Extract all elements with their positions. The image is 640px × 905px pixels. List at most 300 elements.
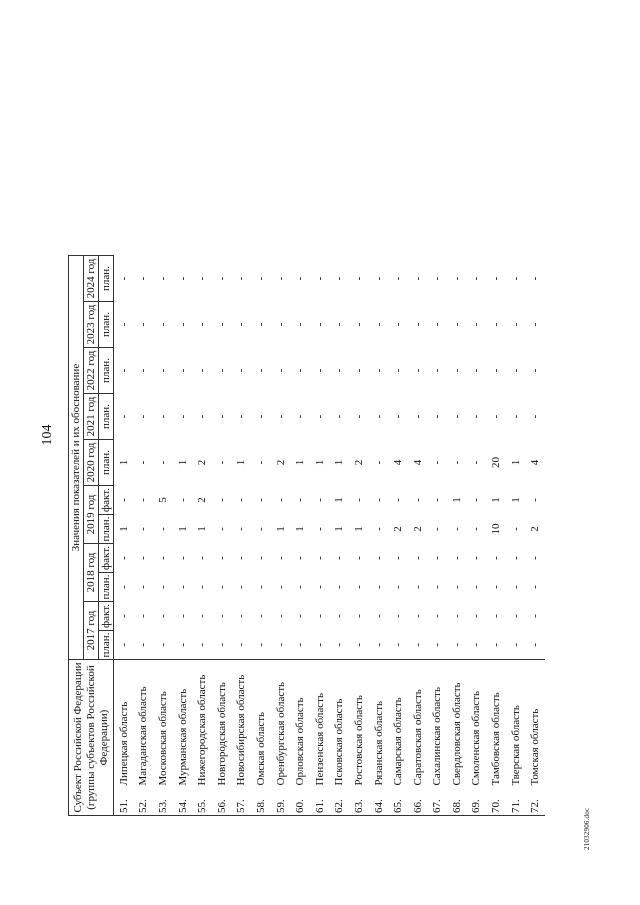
row-number: 57. bbox=[232, 792, 252, 816]
value-cell: - bbox=[176, 642, 189, 647]
region-name: Свердловская область bbox=[447, 660, 467, 792]
value-cell: - bbox=[196, 614, 209, 618]
value-cell: - bbox=[392, 414, 405, 419]
value-cell: - bbox=[450, 322, 463, 327]
value-cell: - bbox=[176, 498, 189, 502]
value-cell: - bbox=[470, 556, 483, 560]
value-cell: - bbox=[294, 368, 307, 373]
value-cell: - bbox=[509, 414, 522, 419]
value-cell: - bbox=[313, 614, 326, 618]
value-cell: - bbox=[215, 614, 228, 618]
region-name: Мурманская область bbox=[173, 660, 193, 792]
value-cell: - bbox=[431, 585, 444, 589]
value-cell: 2 bbox=[196, 459, 209, 466]
value-cell: - bbox=[176, 276, 189, 281]
value-cell: 1 bbox=[235, 459, 248, 466]
value-cell: - bbox=[529, 642, 542, 647]
value-cell: - bbox=[431, 276, 444, 281]
value-cell: - bbox=[470, 614, 483, 618]
value-cell: - bbox=[274, 414, 287, 419]
table-row bbox=[369, 256, 389, 816]
value-cell: - bbox=[274, 498, 287, 502]
value-cell: - bbox=[372, 527, 385, 531]
value-cell: - bbox=[235, 276, 248, 281]
value-cell: - bbox=[392, 368, 405, 373]
value-cell: - bbox=[450, 642, 463, 647]
value-cell: - bbox=[313, 556, 326, 560]
value-cell: 1 bbox=[117, 526, 130, 532]
row-number: 56. bbox=[212, 792, 232, 816]
value-cell: - bbox=[313, 414, 326, 419]
row-number: 60. bbox=[290, 792, 310, 816]
value-cell: - bbox=[254, 498, 267, 502]
value-cell: - bbox=[352, 642, 365, 647]
value-cell: - bbox=[117, 414, 130, 419]
value-cell: - bbox=[509, 276, 522, 281]
row-number: 71. bbox=[506, 792, 526, 816]
value-cell: - bbox=[470, 642, 483, 647]
value-cell: - bbox=[156, 322, 169, 327]
value-cell: - bbox=[176, 614, 189, 618]
value-cell: - bbox=[137, 527, 150, 531]
value-cell: - bbox=[470, 276, 483, 281]
page-number: 104 bbox=[40, 424, 55, 446]
region-name: Омская область bbox=[251, 660, 271, 792]
table-row bbox=[232, 256, 252, 816]
value-cell: - bbox=[196, 368, 209, 373]
value-cell: 10 bbox=[490, 523, 503, 535]
value-cell: - bbox=[196, 556, 209, 560]
value-cell: 1 bbox=[117, 459, 130, 466]
value-cell: 2 bbox=[352, 459, 365, 466]
value-cell: 1 bbox=[509, 497, 522, 503]
table-row bbox=[388, 256, 408, 816]
value-cell: - bbox=[470, 368, 483, 373]
value-cell: - bbox=[529, 322, 542, 327]
value-cell: - bbox=[352, 556, 365, 560]
table-row bbox=[467, 256, 487, 816]
value-cell: - bbox=[274, 556, 287, 560]
value-cell: - bbox=[176, 556, 189, 560]
value-cell: - bbox=[254, 585, 267, 589]
value-cell: - bbox=[137, 460, 150, 465]
region-name: Новосибирская область bbox=[232, 660, 252, 792]
value-cell: 2 bbox=[411, 526, 424, 532]
value-cell: 1 bbox=[176, 526, 189, 532]
value-cell: - bbox=[313, 322, 326, 327]
value-cell: - bbox=[313, 527, 326, 531]
value-cell: - bbox=[509, 642, 522, 647]
region-name: Тамбовская область bbox=[486, 660, 506, 792]
table-row bbox=[153, 256, 173, 816]
value-cell: 20 bbox=[490, 457, 503, 468]
value-cell: - bbox=[333, 414, 346, 419]
value-cell: - bbox=[196, 585, 209, 589]
value-cell: - bbox=[352, 368, 365, 373]
year-header: 2024 год bbox=[84, 256, 99, 302]
value-cell: - bbox=[411, 556, 424, 560]
value-cell: - bbox=[196, 642, 209, 647]
row-number: 72. bbox=[525, 792, 545, 816]
value-cell: - bbox=[411, 642, 424, 647]
value-cell: - bbox=[294, 276, 307, 281]
value-cell: - bbox=[294, 556, 307, 560]
value-cell: - bbox=[431, 498, 444, 502]
value-cell: - bbox=[372, 322, 385, 327]
value-cell: - bbox=[372, 460, 385, 465]
value-cell: - bbox=[117, 642, 130, 647]
value-cell: - bbox=[450, 276, 463, 281]
value-cell: - bbox=[254, 556, 267, 560]
table-row bbox=[310, 256, 330, 816]
value-cell: 1 bbox=[333, 459, 346, 466]
row-number: 70. bbox=[486, 792, 506, 816]
value-cell: - bbox=[450, 556, 463, 560]
region-name: Псковская область bbox=[330, 660, 350, 792]
row-number: 59. bbox=[271, 792, 291, 816]
value-cell: - bbox=[431, 642, 444, 647]
region-name: Липецкая область bbox=[114, 660, 134, 792]
region-name: Томская область bbox=[525, 660, 545, 792]
value-cell: - bbox=[313, 276, 326, 281]
value-cell: - bbox=[274, 276, 287, 281]
value-cell: - bbox=[176, 322, 189, 327]
region-name: Сахалинская область bbox=[428, 660, 448, 792]
value-cell: - bbox=[470, 414, 483, 419]
row-number: 55. bbox=[192, 792, 212, 816]
table-row bbox=[134, 256, 154, 816]
value-cell: 2 bbox=[529, 526, 542, 532]
value-cell: - bbox=[235, 556, 248, 560]
value-cell: - bbox=[352, 614, 365, 618]
table-row bbox=[525, 256, 545, 816]
value-cell: - bbox=[509, 322, 522, 327]
value-cell: - bbox=[509, 614, 522, 618]
fact-subheader: факт. bbox=[99, 544, 114, 573]
value-cell: - bbox=[411, 414, 424, 419]
value-cell: - bbox=[450, 460, 463, 465]
value-cell: 1 bbox=[274, 526, 287, 532]
table-row bbox=[486, 256, 506, 816]
value-cell: - bbox=[490, 585, 503, 589]
value-cell: - bbox=[274, 614, 287, 618]
row-number: 69. bbox=[467, 792, 487, 816]
value-cell: - bbox=[313, 642, 326, 647]
region-name: Пензенская область bbox=[310, 660, 330, 792]
value-cell: - bbox=[215, 642, 228, 647]
value-cell: - bbox=[372, 498, 385, 502]
value-cell: - bbox=[254, 414, 267, 419]
value-cell: - bbox=[313, 585, 326, 589]
region-name: Нижегородская область bbox=[192, 660, 212, 792]
value-cell: - bbox=[509, 527, 522, 531]
value-cell: - bbox=[490, 556, 503, 560]
value-cell: - bbox=[490, 368, 503, 373]
value-cell: - bbox=[431, 460, 444, 465]
value-cell: - bbox=[352, 276, 365, 281]
value-cell: - bbox=[352, 414, 365, 419]
value-cell: - bbox=[352, 585, 365, 589]
value-cell: - bbox=[333, 276, 346, 281]
region-name: Новгородская область bbox=[212, 660, 232, 792]
value-cell: 2 bbox=[196, 497, 209, 503]
value-cell: - bbox=[392, 498, 405, 502]
fact-subheader: факт. bbox=[99, 602, 114, 631]
value-cell: - bbox=[215, 276, 228, 281]
row-number: 62. bbox=[330, 792, 350, 816]
row-number: 65. bbox=[388, 792, 408, 816]
value-cell: 4 bbox=[411, 459, 424, 466]
table-body bbox=[114, 256, 546, 816]
value-cell: - bbox=[137, 585, 150, 589]
value-cell: - bbox=[117, 276, 130, 281]
plan-subheader: план. bbox=[99, 515, 114, 544]
value-cell: 1 bbox=[333, 526, 346, 532]
value-cell: - bbox=[490, 322, 503, 327]
value-cell: - bbox=[235, 498, 248, 502]
year-header: 2020 год bbox=[84, 440, 99, 486]
value-cell: - bbox=[529, 614, 542, 618]
value-cell: - bbox=[117, 556, 130, 560]
values-header: Значения показателей и их обоснование bbox=[69, 256, 84, 660]
value-cell: 1 bbox=[490, 497, 503, 503]
table-row bbox=[330, 256, 350, 816]
year-header: 2023 год bbox=[84, 302, 99, 348]
row-number: 68. bbox=[447, 792, 467, 816]
row-number: 61. bbox=[310, 792, 330, 816]
value-cell: - bbox=[352, 322, 365, 327]
value-cell: - bbox=[333, 368, 346, 373]
value-cell: - bbox=[235, 368, 248, 373]
document-code: 21032906.doc bbox=[583, 807, 591, 850]
table-row bbox=[428, 256, 448, 816]
value-cell: 1 bbox=[294, 459, 307, 466]
value-cell: - bbox=[490, 276, 503, 281]
region-name: Саратовская область bbox=[408, 660, 428, 792]
value-cell: - bbox=[156, 414, 169, 419]
value-cell: - bbox=[529, 585, 542, 589]
value-cell: - bbox=[235, 414, 248, 419]
value-cell: - bbox=[156, 556, 169, 560]
value-cell: - bbox=[137, 614, 150, 618]
value-cell: - bbox=[450, 585, 463, 589]
value-cell: - bbox=[294, 498, 307, 502]
region-name: Магаданская область bbox=[134, 660, 154, 792]
row-number: 66. bbox=[408, 792, 428, 816]
region-name: Ростовская область bbox=[349, 660, 369, 792]
table-row bbox=[408, 256, 428, 816]
value-cell: - bbox=[294, 322, 307, 327]
value-cell: - bbox=[411, 614, 424, 618]
year-header: 2021 год bbox=[84, 394, 99, 440]
value-cell: - bbox=[431, 322, 444, 327]
value-cell: - bbox=[529, 368, 542, 373]
value-cell: - bbox=[333, 585, 346, 589]
value-cell: - bbox=[411, 585, 424, 589]
value-cell: - bbox=[235, 527, 248, 531]
value-cell: - bbox=[431, 414, 444, 419]
value-cell: - bbox=[333, 642, 346, 647]
row-number: 63. bbox=[349, 792, 369, 816]
value-cell: - bbox=[137, 414, 150, 419]
value-cell: - bbox=[470, 498, 483, 502]
value-cell: - bbox=[215, 368, 228, 373]
region-name: Самарская область bbox=[388, 660, 408, 792]
value-cell: 1 bbox=[333, 497, 346, 503]
value-cell: - bbox=[235, 322, 248, 327]
table-row bbox=[290, 256, 310, 816]
value-cell: - bbox=[392, 642, 405, 647]
value-cell: - bbox=[137, 556, 150, 560]
value-cell: - bbox=[235, 585, 248, 589]
plan-subheader: план. bbox=[99, 256, 114, 302]
table-row bbox=[447, 256, 467, 816]
value-cell: - bbox=[431, 368, 444, 373]
value-cell: - bbox=[372, 642, 385, 647]
row-number: 64. bbox=[369, 792, 389, 816]
value-cell: 2 bbox=[274, 459, 287, 466]
indicators-table bbox=[68, 255, 545, 816]
value-cell: - bbox=[176, 414, 189, 419]
value-cell: - bbox=[254, 614, 267, 618]
value-cell: 4 bbox=[529, 459, 542, 466]
value-cell: - bbox=[431, 614, 444, 618]
value-cell: - bbox=[431, 556, 444, 560]
value-cell: - bbox=[274, 585, 287, 589]
fact-subheader: факт. bbox=[99, 486, 114, 515]
value-cell: - bbox=[254, 527, 267, 531]
table-row bbox=[212, 256, 232, 816]
plan-subheader: план. bbox=[99, 440, 114, 486]
row-number: 58. bbox=[251, 792, 271, 816]
value-cell: - bbox=[470, 322, 483, 327]
value-cell: - bbox=[117, 614, 130, 618]
value-cell: 4 bbox=[392, 459, 405, 466]
value-cell: 2 bbox=[392, 526, 405, 532]
value-cell: 1 bbox=[352, 526, 365, 532]
table-row bbox=[173, 256, 193, 816]
plan-subheader: план. bbox=[99, 348, 114, 394]
year-header: 2022 год bbox=[84, 348, 99, 394]
table-row bbox=[506, 256, 526, 816]
value-cell: - bbox=[235, 614, 248, 618]
value-cell: - bbox=[137, 642, 150, 647]
value-cell: - bbox=[156, 642, 169, 647]
value-cell: - bbox=[274, 642, 287, 647]
value-cell: - bbox=[137, 498, 150, 502]
value-cell: 1 bbox=[450, 497, 463, 503]
value-cell: - bbox=[490, 642, 503, 647]
value-cell: - bbox=[196, 322, 209, 327]
value-cell: 1 bbox=[313, 459, 326, 466]
value-cell: - bbox=[294, 414, 307, 419]
value-cell: - bbox=[156, 368, 169, 373]
row-number: 52. bbox=[134, 792, 154, 816]
row-number: 67. bbox=[428, 792, 448, 816]
value-cell: - bbox=[254, 368, 267, 373]
value-cell: - bbox=[313, 368, 326, 373]
value-cell: - bbox=[137, 368, 150, 373]
region-name: Оренбургская область bbox=[271, 660, 291, 792]
row-number: 54. bbox=[173, 792, 193, 816]
value-cell: - bbox=[352, 498, 365, 502]
value-cell: - bbox=[509, 585, 522, 589]
table-row bbox=[251, 256, 271, 816]
region-name: Московская область bbox=[153, 660, 173, 792]
value-cell: - bbox=[470, 460, 483, 465]
value-cell: 1 bbox=[509, 459, 522, 466]
value-cell: - bbox=[117, 498, 130, 502]
year-header: 2018 год bbox=[84, 544, 99, 602]
year-header: 2017 год bbox=[84, 602, 99, 660]
value-cell: - bbox=[215, 556, 228, 560]
value-cell: - bbox=[509, 368, 522, 373]
value-cell: - bbox=[392, 556, 405, 560]
value-cell: - bbox=[274, 322, 287, 327]
value-cell: - bbox=[529, 414, 542, 419]
value-cell: - bbox=[450, 527, 463, 531]
value-cell: - bbox=[156, 585, 169, 589]
value-cell: - bbox=[490, 414, 503, 419]
region-name: Рязанская область bbox=[369, 660, 389, 792]
value-cell: - bbox=[117, 322, 130, 327]
value-cell: - bbox=[411, 322, 424, 327]
value-cell: - bbox=[215, 414, 228, 419]
value-cell: 1 bbox=[196, 526, 209, 532]
value-cell: 5 bbox=[156, 497, 169, 503]
value-cell: - bbox=[372, 276, 385, 281]
value-cell: - bbox=[196, 414, 209, 419]
year-header: 2019 год bbox=[84, 486, 99, 544]
value-cell: - bbox=[117, 585, 130, 589]
value-cell: - bbox=[156, 614, 169, 618]
value-cell: - bbox=[333, 322, 346, 327]
value-cell: - bbox=[372, 585, 385, 589]
value-cell: - bbox=[490, 614, 503, 618]
value-cell: - bbox=[294, 614, 307, 618]
value-cell: - bbox=[333, 556, 346, 560]
value-cell: - bbox=[450, 414, 463, 419]
value-cell: - bbox=[196, 276, 209, 281]
rotated-page bbox=[40, 40, 600, 860]
value-cell: - bbox=[254, 460, 267, 465]
value-cell: - bbox=[215, 527, 228, 531]
value-cell: - bbox=[450, 614, 463, 618]
value-cell: - bbox=[294, 642, 307, 647]
plan-subheader: план. bbox=[99, 573, 114, 602]
value-cell: 1 bbox=[294, 526, 307, 532]
value-cell: - bbox=[392, 585, 405, 589]
value-cell: - bbox=[392, 276, 405, 281]
value-cell: - bbox=[215, 585, 228, 589]
table-row bbox=[271, 256, 291, 816]
value-cell: - bbox=[509, 556, 522, 560]
plan-subheader: план. bbox=[99, 394, 114, 440]
value-cell: - bbox=[137, 322, 150, 327]
value-cell: - bbox=[450, 368, 463, 373]
value-cell: - bbox=[117, 368, 130, 373]
value-cell: - bbox=[431, 527, 444, 531]
value-cell: 1 bbox=[176, 459, 189, 466]
value-cell: - bbox=[411, 368, 424, 373]
value-cell: - bbox=[215, 322, 228, 327]
value-cell: - bbox=[372, 614, 385, 618]
table-row bbox=[349, 256, 369, 816]
value-cell: - bbox=[372, 368, 385, 373]
table-row bbox=[192, 256, 212, 816]
value-cell: - bbox=[235, 642, 248, 647]
region-name: Тверская область bbox=[506, 660, 526, 792]
